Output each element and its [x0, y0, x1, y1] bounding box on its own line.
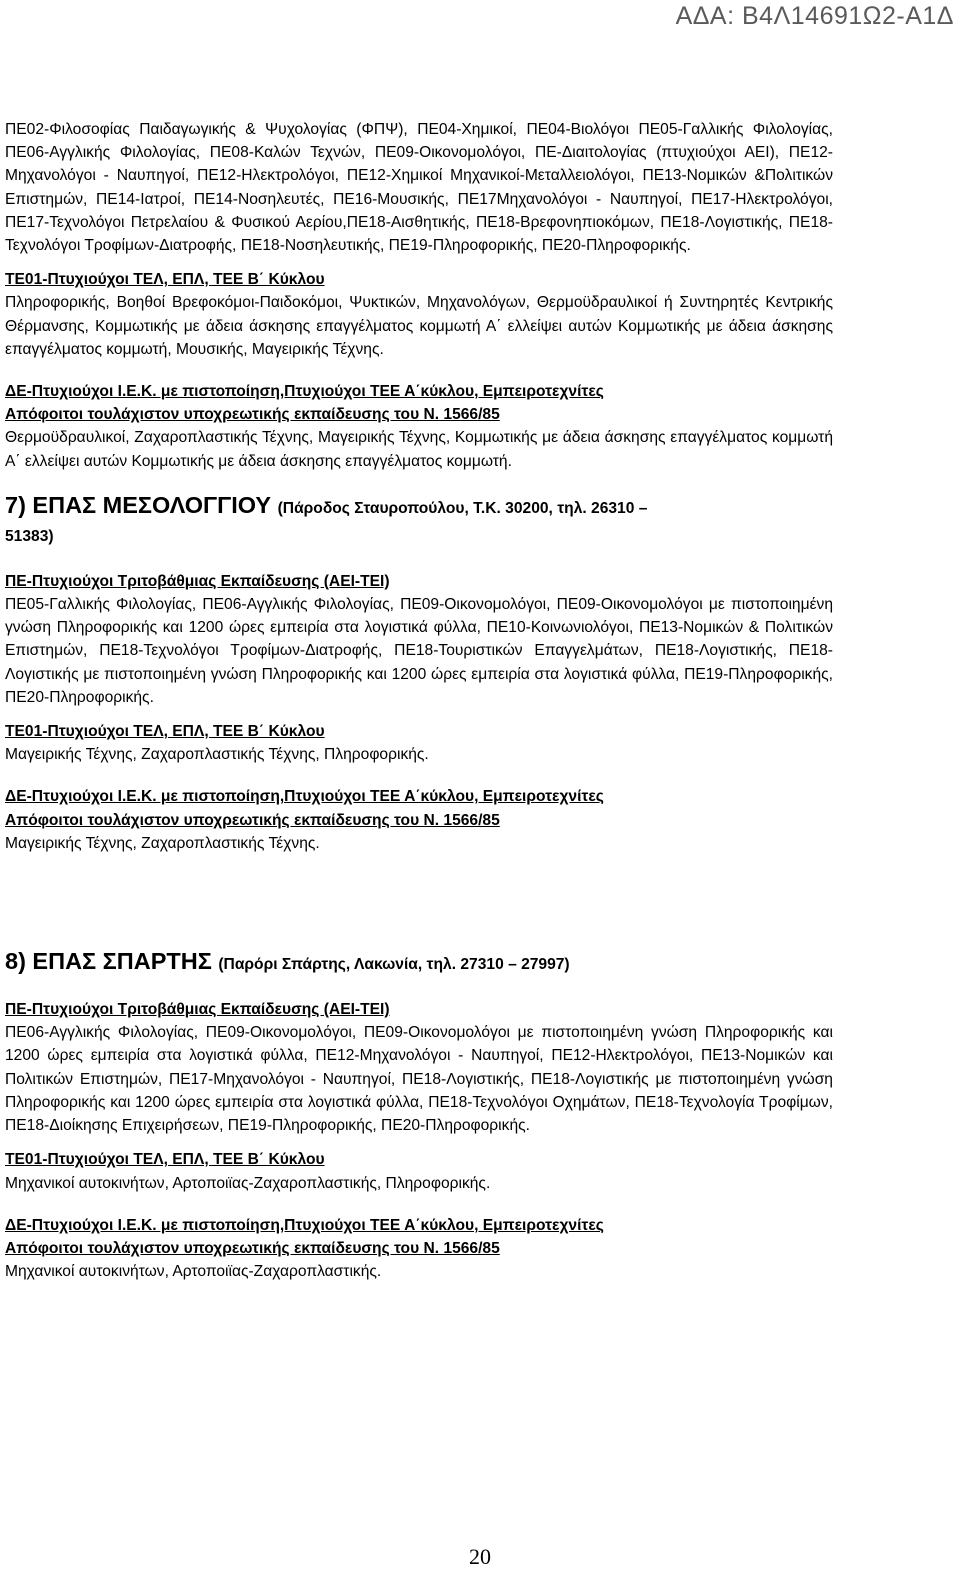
section-7-address-cont: 51383) [5, 527, 54, 545]
intro-pe-specialties: ΠΕ02-Φιλοσοφίας Παιδαγωγικής & Ψυχολογίας (ΦΠΨ), ΠΕ04-Χημικοί, ΠΕ04-Βιολόγοι ΠΕ05-Γαλλικής Φιλολογίας, ΠΕ06-Αγγλικής Φιλολογίας, ΠΕ08-Καλών Τεχνών, ΠΕ09-Οικονομολόγοι, ΠΕ-Διαιτολογίας (πτυχιούχοι ΑΕΙ), ΠΕ12-Μηχανολόγοι - Ναυπηγοί, ΠΕ12-Ηλεκτρολόγοι, ΠΕ12-Χημικοί Μηχανικοί-Μεταλλειολόγοι, ΠΕ13-Νομικών &Πολιτικών Επιστημών, ΠΕ14-Ιατροί, ΠΕ14-Νοσηλευτές, ΠΕ16-Μουσικής, ΠΕ17Μηχανολόγοι - Ναυπηγοί, ΠΕ17-Ηλεκτρολόγοι, ΠΕ17-Τεχνολόγοι Πετρελαίου & Φυσικού Αερίου,ΠΕ18-Αισθητικής, ΠΕ18-Βρεφονηπιοκόμων, ΠΕ18-Λογιστικής, ΠΕ18-Τεχνολόγοι Τροφίμων-Διατροφής, ΠΕ18-Νοσηλευτικής, ΠΕ19-Πληροφορικής, ΠΕ20-Πληροφορικής. [5, 121, 833, 255]
section-7-te-heading: ΤΕ01-Πτυχιούχοι ΤΕΛ, ΕΠΛ, ΤΕΕ Β΄ Κύκλου [5, 723, 325, 741]
intro-te-heading: ΤΕ01-Πτυχιούχοι ΤΕΛ, ΕΠΛ, ΤΕΕ Β΄ Κύκλου [5, 271, 325, 289]
intro-te-specialties: Πληροφορικής, Βοηθοί Βρεφοκόμοι-Παιδοκόμοι, Ψυκτικών, Μηχανολόγων, Θερμοϋδραυλικοί ή Συντηρητές Κεντρικής Θέρμανσης, Κομμωτικής με άδεια άσκησης επαγγέλματος κομμωτή Α΄ ελλείψει αυτών Κομμωτικής με άδεια άσκησης επαγγέλματος κομμωτή, Μουσικής, Μαγειρικής Τέχνης. [5, 294, 833, 358]
section-8-title: 8) ΕΠΑΣ ΣΠΑΡΤΗΣ [5, 948, 212, 975]
section-7-heading [5, 491, 833, 523]
intro-de-heading: ΔΕ-Πτυχιούχοι Ι.Ε.Κ. με πιστοποίηση,Πτυχιούχοι ΤΕΕ Α΄κύκλου, Εμπειροτεχνίτες [5, 383, 604, 401]
section-8-heading [5, 947, 833, 979]
page-number: 20 [469, 1544, 491, 1569]
intro-de-specialties: Θερμοϋδραυλικοί, Ζαχαροπλαστικής Τέχνης, Μαγειρικής Τέχνης, Κομμωτικής με άδεια άσκησης επαγγέλματος κομμωτή Α΄ ελλείψει αυτών Κομμωτικής με άδεια άσκησης επαγγέλματος κομμωτή. [5, 429, 833, 470]
section-7-de-heading: ΔΕ-Πτυχιούχοι Ι.Ε.Κ. με πιστοποίηση,Πτυχιούχοι ΤΕΕ Α΄κύκλου, Εμπειροτεχνίτες [5, 788, 604, 806]
section-7-de-specialties: Μαγειρικής Τέχνης, Ζαχαροπλαστικής Τέχνης. [5, 834, 320, 852]
section-8-pe-specialties: ΠΕ06-Αγγλικής Φιλολογίας, ΠΕ09-Οικονομολόγοι, ΠΕ09-Οικονομολόγοι με πιστοποιημένη γνώση Πληροφορικής και 1200 ώρες εμπειρία στα λογιστικά φύλλα, ΠΕ12-Μηχανολόγοι - Ναυπηγοί, ΠΕ12-Ηλεκτρολόγοι, ΠΕ13-Νομικών και Πολιτικών Επιστημών, ΠΕ17-Μηχανολόγοι - Ναυπηγοί, ΠΕ18-Λογιστικής, ΠΕ18-Λογιστικής με πιστοποιημένη γνώση Πληροφορικής και 1200 ώρες εμπειρία στα λογιστικά φύλλα, ΠΕ18-Τεχνολόγοι Οχημάτων, ΠΕ18-Τεχνολογία Τροφίμων, ΠΕ18-Διοίκησης Επιχειρήσεων, ΠΕ19-Πληροφορικής, ΠΕ20-Πληροφορικής. [5, 1024, 833, 1135]
section-8-de-specialties: Μηχανικοί αυτοκινήτων, Αρτοποιϊας-Ζαχαροπλαστικής. [5, 1263, 382, 1281]
section-8-de-subheading: Απόφοιτοι τουλάχιστον υποχρεωτικής εκπαίδευσης του Ν. 1566/85 [5, 1239, 500, 1257]
document-body [5, 118, 833, 1283]
section-8-pe-heading: ΠΕ-Πτυχιούχοι Τριτοβάθμιας Εκπαίδευσης (ΑΕΙ-ΤΕΙ) [5, 1001, 390, 1019]
section-7-title: 7) ΕΠΑΣ ΜΕΣΟΛΟΓΓΙΟΥ [5, 491, 272, 518]
section-7-pe-specialties: ΠΕ05-Γαλλικής Φιλολογίας, ΠΕ06-Αγγλικής Φιλολογίας, ΠΕ09-Οικονομολόγοι, ΠΕ09-Οικονομολόγοι με πιστοποιημένη γνώση Πληροφορικής και 1200 ώρες εμπειρία στα λογιστικά φύλλα, ΠΕ10-Κοινωνιολόγοι, ΠΕ13-Νομικών & Πολιτικών Επιστημών, ΠΕ18-Τεχνολόγοι Τροφίμων-Διατροφής, ΠΕ18-Τουριστικών Επαγγελμάτων, ΠΕ18-Λογιστικής, ΠΕ18-Λογιστικής με πιστοποιημένη γνώση Πληροφορικής και 1200 ώρες εμπειρία στα λογιστικά φύλλα, ΠΕ19-Πληροφορικής, ΠΕ20-Πληροφορικής. [5, 596, 833, 706]
intro-de-subheading: Απόφοιτοι τουλάχιστον υποχρεωτικής εκπαίδευσης του Ν. 1566/85 [5, 406, 500, 424]
ada-code: ΑΔΑ: Β4Λ14691Ω2-Α1Δ [675, 2, 954, 30]
section-7-te-specialties: Μαγειρικής Τέχνης, Ζαχαροπλαστικής Τέχνης, Πληροφορικής. [5, 746, 429, 764]
section-7-pe-heading: ΠΕ-Πτυχιούχοι Τριτοβάθμιας Εκπαίδευσης (ΑΕΙ-ΤΕΙ) [5, 572, 390, 590]
section-7-de-subheading: Απόφοιτοι τουλάχιστον υποχρεωτικής εκπαίδευσης του Ν. 1566/85 [5, 811, 500, 829]
section-8-te-heading: ΤΕ01-Πτυχιούχοι ΤΕΛ, ΕΠΛ, ΤΕΕ Β΄ Κύκλου [5, 1151, 325, 1169]
section-8-te-specialties: Μηχανικοί αυτοκινήτων, Αρτοποιϊας-Ζαχαροπλαστικής, Πληροφορικής. [5, 1174, 491, 1192]
section-8-de-heading: ΔΕ-Πτυχιούχοι Ι.Ε.Κ. με πιστοποίηση,Πτυχιούχοι ΤΕΕ Α΄κύκλου, Εμπειροτεχνίτες [5, 1216, 604, 1234]
section-8-address: (Παρόρι Σπάρτης, Λακωνία, τηλ. 27310 – 27997) [218, 956, 570, 974]
section-7-address: (Πάροδος Σταυροπούλου, Τ.Κ. 30200, τηλ. 26310 – [277, 499, 648, 517]
